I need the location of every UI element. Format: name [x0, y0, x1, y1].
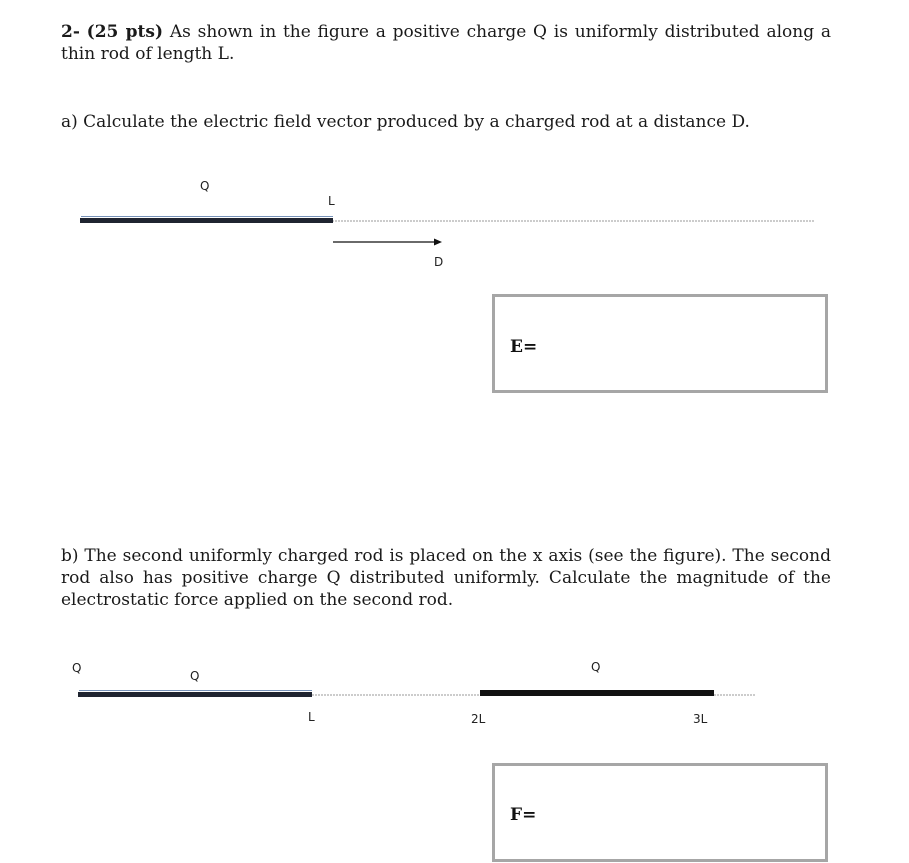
- charge-label-rod2: Q: [591, 660, 601, 674]
- part-b-question: b) The second uniformly charged rod is placed on the x axis (see the figure). The second rod also has positive charge Q distributed uniformly. Calculate the magnitude of the electrostatic force applied on the second rod.: [61, 546, 831, 610]
- distance-label: D: [434, 255, 444, 269]
- answer-label-f: F=: [510, 805, 537, 825]
- charge-label: Q: [200, 179, 210, 193]
- charge-label-rod1: Q: [190, 669, 200, 683]
- tick-label-l: L: [308, 710, 315, 724]
- charge-label-left: Q: [72, 661, 82, 675]
- problem-points: (25 pts): [86, 22, 164, 42]
- answer-box-f[interactable]: [492, 763, 828, 862]
- first-charged-rod: [78, 692, 312, 697]
- tick-label-3l: 3L: [693, 712, 708, 726]
- second-charged-rod: [480, 690, 714, 696]
- answer-label-e: E=: [510, 337, 538, 357]
- problem-number: 2-: [61, 22, 80, 42]
- problem-text: As shown in the figure a positive charge Q is uniformly distributed along a thin rod of length L.: [61, 22, 832, 64]
- part-a-question: a) Calculate the electric field vector produced by a charged rod at a distance D.: [61, 112, 750, 132]
- tick-label-2l: 2L: [471, 712, 486, 726]
- length-label: L: [328, 194, 335, 208]
